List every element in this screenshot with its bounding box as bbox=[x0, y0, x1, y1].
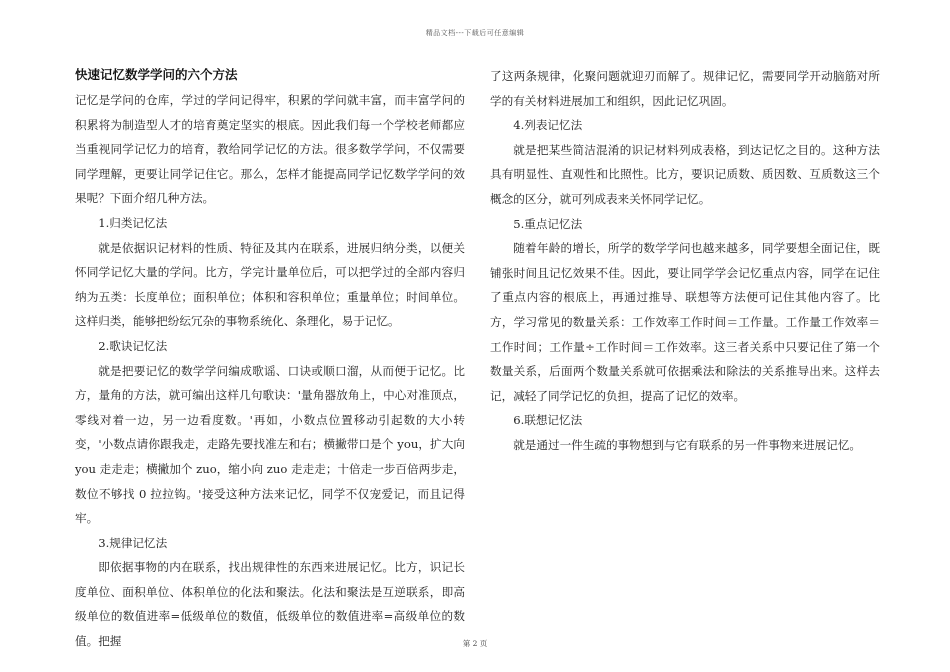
section-heading-4: 4.列表记忆法 bbox=[513, 118, 583, 133]
section-body-6: 就是通过一件生疏的事物想到与它有联系的另一件事物来进展记忆。 bbox=[513, 437, 862, 452]
section-heading-5: 5.重点记忆法 bbox=[513, 216, 583, 231]
section-body-4: 就是把某些简洁混淆的识记材料列成表格，到达记忆之目的。这种方法具有明显性、直观性和比照性。比方，要识记质数、质因数、互质数这三个概念的区分，就可列成表来关怀同学记忆。 bbox=[490, 142, 880, 206]
left-column bbox=[75, 62, 465, 654]
page-number: 第 2 页 bbox=[462, 639, 488, 648]
page-header: 精品文档---下载后可任意编辑 bbox=[425, 29, 525, 37]
intro-paragraph: 记忆是学问的仓库，学过的学问记得牢，积累的学问就丰富，而丰富学问的积累将为制造型人才的培育奠定坚实的根底。因此我们每一个学校老师都应当重视同学记忆力的培育，教给同学记忆的方法。很多数学学问，不仅需要同学理解，更要让同学记住它。那么，怎样才能提高同学记忆数学学问的效果呢？下面介绍几种方法。 bbox=[75, 93, 465, 206]
section-heading-1: 1.归类记忆法 bbox=[98, 215, 168, 230]
section-body-3: 即依据事物的内在联系，找出规律性的东西来进展记忆。比方，识记长度单位、面积单位、体积单位的化法和聚法。化法和聚法是互逆联系，即高级单位的数值进率=低级单位的数值，低级单位的数值进率=高级单位的数值。把握 bbox=[75, 560, 465, 649]
section-body-5: 随着年龄的增长，所学的数学学问也越来越多，同学要想全面记住，既铺张时间且记忆效果不佳。因此，要让同学学会记忆重点内容，同学在记住了重点内容的根底上，再通过推导、联想等方法便可记住其他内容了。比方，学习常见的数量关系：工作效率工作时间＝工作量。工作量工作效率＝工作时间；工作量÷工作时间＝工作效率。这三者关系中只要记住了第一个数量关系，后面两个数量关系就可依据乘法和除法的关系推导出来。这样去记，减轻了同学记忆的负担，提高了记忆的效率。 bbox=[490, 241, 880, 403]
right-column bbox=[490, 64, 880, 458]
section-heading-6: 6.联想记忆法 bbox=[513, 413, 583, 428]
section-heading-3: 3.规律记忆法 bbox=[98, 535, 168, 550]
section-body-2: 就是把要记忆的数学学问编成歌谣、口诀或顺口溜，从而便于记忆。比方，量角的方法，就可编出这样几句歌诀：'量角器放角上，中心对准顶点，零线对着一边，另一边看度数。'再如，小数点位置移动引起数的大小转变，'小数点请你跟我走，走路先要找准左和右；横撇带口是个 you，扩大向 you 走走走；横撇加个 zuo，缩小向 zuo 走走走；十倍走一步百倍两步走，数位不够找 0 拉拉钩。'接受这种方法来记忆，同学不仅宠爱记，而且记得牢。 bbox=[75, 363, 465, 526]
section-body-1: 就是依据识记材料的性质、特征及其内在联系，进展归纳分类，以便关怀同学记忆大量的学问。比方，学完计量单位后，可以把学过的全部内容归纳为五类：长度单位；面积单位；体积和容积单位；重量单位；时间单位。这样归类，能够把纷纭冗杂的事物系统化、条理化，易于记忆。 bbox=[75, 240, 465, 329]
article-title: 快速记忆数学学问的六个方法 bbox=[75, 67, 238, 82]
section-heading-2: 2.歌诀记忆法 bbox=[98, 338, 168, 353]
section-body-3-continued: 了这两条规律，化聚问题就迎刃而解了。规律记忆，需要同学开动脑筋对所学的有关材料进展加工和组织，因此记忆巩固。 bbox=[490, 69, 880, 108]
